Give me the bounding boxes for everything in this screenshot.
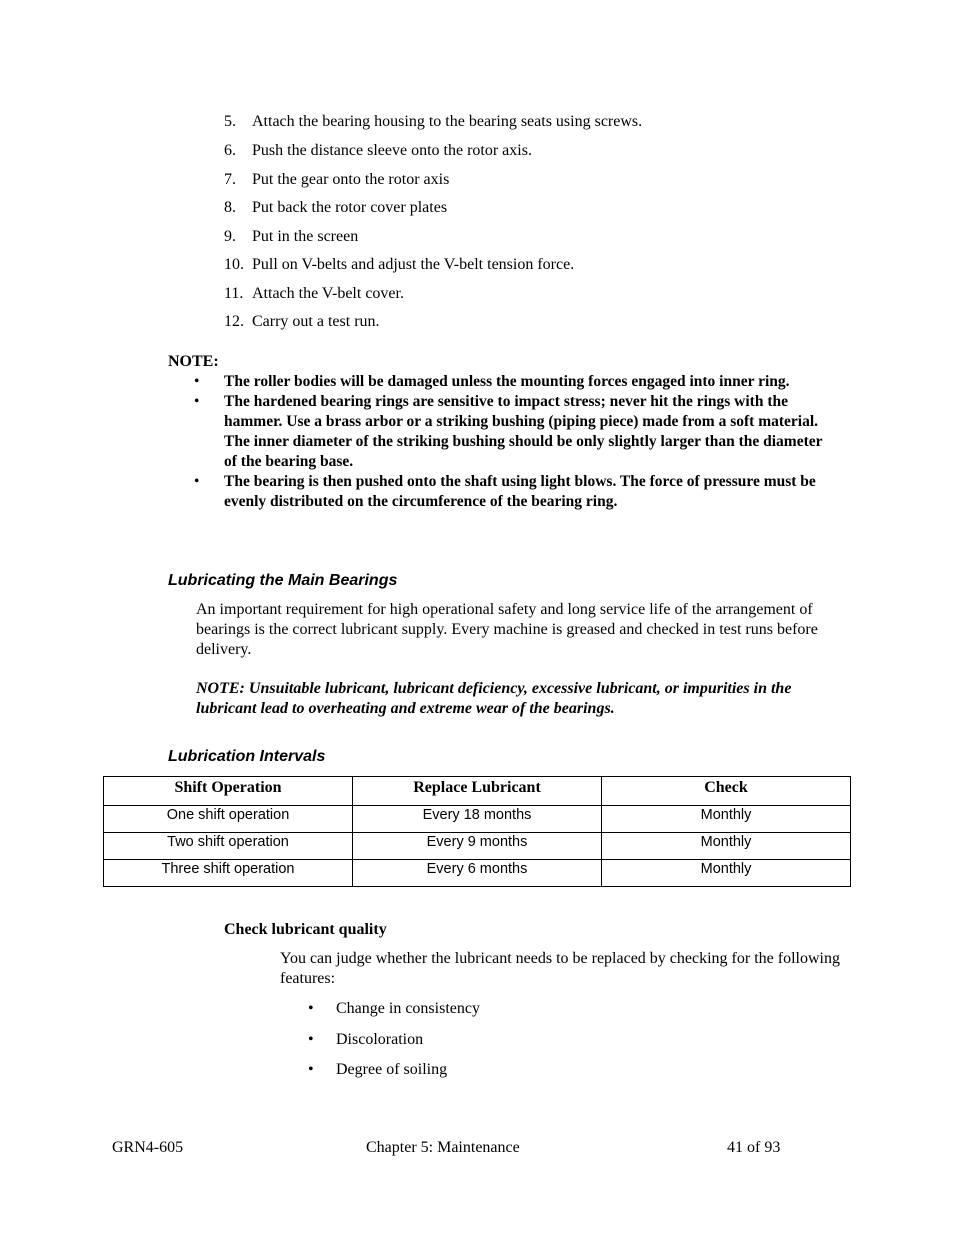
feature-item [308,1060,447,1080]
table-cell: Every 9 months [353,833,602,860]
table-row [104,806,851,833]
feature-item [308,1030,423,1050]
step-number: 10. [224,256,244,273]
footer-doc-id: GRN4-605 [112,1139,184,1156]
check-quality-paragraph: You can judge whether the lubricant needs to be replaced by checking for the following features: [280,950,840,987]
step-text: Pull on V-belts and adjust the V-belt tension force. [252,256,575,273]
table-cell: Three shift operation [104,860,353,887]
feature-text: Change in consistency [336,1000,480,1017]
lubricating-paragraph: An important requirement for high operational safety and long service life of the arrangement of bearings is the correct lubricant supply. Every machine is greased and checked in test runs before delivery. [196,601,818,658]
step-text: Carry out a test run. [252,313,380,330]
step-text: Attach the V-belt cover. [252,285,404,302]
table-cell: Every 6 months [353,860,602,887]
column-header: Shift Operation [104,777,353,806]
step-text: Attach the bearing housing to the bearing seats using screws. [252,113,643,130]
step-item [224,198,447,218]
section-title-intervals: Lubrication Intervals [168,748,326,765]
table-cell: Monthly [602,860,851,887]
table-header-row [104,777,851,806]
step-item [224,141,532,161]
step-number: 11. [224,285,244,302]
bullet-icon: • [308,1000,314,1017]
table-row [104,833,851,860]
step-number: 9. [224,228,236,245]
step-number: 5. [224,113,236,130]
note-item-text: The roller bodies will be damaged unless the mounting forces engaged into inner ring. [224,373,790,390]
step-number: 6. [224,142,236,159]
note-list [194,372,834,512]
note-item-text: The bearing is then pushed onto the shaft using light blows. The force of pressure must be evenly distributed on the circumference of the bearing ring. [224,473,816,510]
step-text: Push the distance sleeve onto the rotor axis. [252,142,532,159]
step-item [224,112,642,132]
step-item [224,284,404,304]
lubricating-note: NOTE: Unsuitable lubricant, lubricant deficiency, excessive lubricant, or impurities in the lubricant lead to overheating and extreme wear of the bearings. [196,680,792,717]
step-item [224,312,380,332]
table-row [104,860,851,887]
step-text: Put back the rotor cover plates [252,199,448,216]
table-cell: One shift operation [104,806,353,833]
bullet-icon: • [308,1061,314,1078]
bullet-icon: • [194,373,200,390]
note-item [194,372,834,392]
bullet-icon: • [194,473,200,490]
bullet-icon: • [308,1031,314,1048]
lubrication-intervals-table [103,776,851,887]
step-number: 12. [224,313,244,330]
step-text: Put in the screen [252,228,359,245]
step-number: 8. [224,199,236,216]
feature-text: Discoloration [336,1031,424,1048]
table-cell: Monthly [602,833,851,860]
column-header: Replace Lubricant [353,777,602,806]
table-cell: Every 18 months [353,806,602,833]
note-heading: NOTE: [168,353,219,370]
footer-chapter: Chapter 5: Maintenance [366,1139,520,1156]
note-item [194,392,834,472]
footer-page-number: 41 of 93 [727,1139,781,1156]
section-title-lubricating: Lubricating the Main Bearings [168,572,398,589]
step-text: Put the gear onto the rotor axis [252,171,450,188]
check-quality-heading: Check lubricant quality [224,921,387,938]
step-item [224,255,574,275]
note-item [194,472,834,512]
feature-item [308,999,480,1019]
bullet-icon: • [194,393,200,410]
step-item [224,227,358,247]
table-cell: Monthly [602,806,851,833]
column-header: Check [602,777,851,806]
step-item [224,170,449,190]
step-number: 7. [224,171,236,188]
note-item-text: The hardened bearing rings are sensitive to impact stress; never hit the rings with the hammer. Use a brass arbor or a striking bushing (piping piece) made from a soft material. The inner diameter of the striking bushing should be only slightly larger than the diameter of the bearing base. [224,393,823,470]
table-cell: Two shift operation [104,833,353,860]
feature-text: Degree of soiling [336,1061,448,1078]
